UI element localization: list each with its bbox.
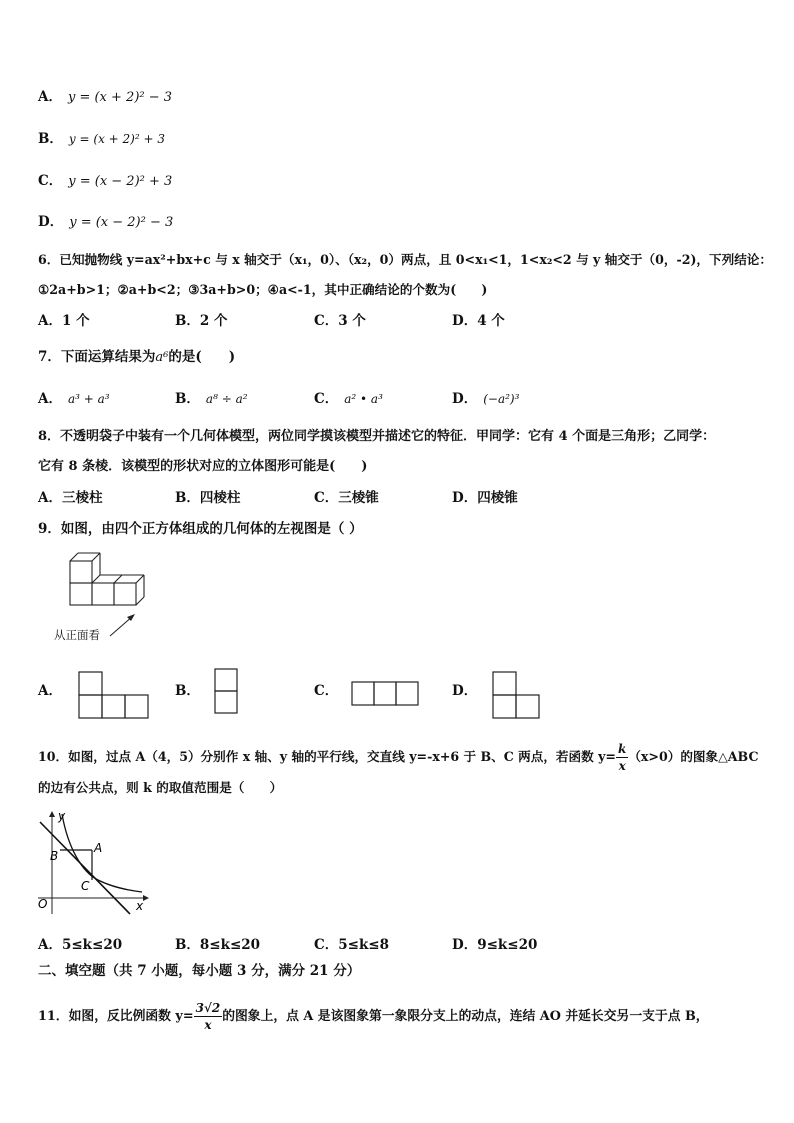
q9-option-a-label: A．: [38, 683, 62, 699]
q9-option-d-figure: [492, 671, 544, 721]
q10-stem-line1: 10．如图，过点 A（4，5）分别作 x 轴、y 轴的平行线，交直线 y=-x+6 于 B、C 两点，若函数 y= $\frac{k}{x}$ （x>0）的图象△ABC: [38, 742, 759, 773]
q8-option-c: C．三棱锥: [314, 490, 379, 506]
q7-option-c: C． a² • a³: [314, 391, 383, 407]
q6-option-d: D．4 个: [452, 313, 505, 329]
origin-label: O: [38, 897, 48, 911]
q10-option-d: D．9≤k≤20: [452, 937, 538, 953]
q10-option-b: B．8≤k≤20: [175, 937, 261, 953]
q8-option-b: B．四棱柱: [175, 490, 241, 506]
q6-stem-line1: 6．已知抛物线 y=ax²+bx+c 与 x 轴交于（x₁，0）、（x₂，0）两点，且 0<x₁<1，1<x₂<2 与 y 轴交于（0，-2)，下列结论：: [38, 252, 772, 267]
q8-option-d: D．四棱锥: [452, 490, 518, 506]
q9-option-b-label: B．: [175, 683, 200, 699]
q8-option-a: A．三棱柱: [38, 490, 103, 506]
q8-stem-line1: 8．不透明袋子中装有一个几何体模型，两位同学摸该模型并描述它的特征．甲同学：它有 4 个面是三角形；乙同学：: [38, 429, 716, 444]
q5-option-a: A． y = (x + 2)² − 3: [38, 89, 173, 105]
q10-stem-line2: 的边有公共点，则 k 的取值范围是（ ）: [38, 780, 283, 795]
q9-option-b-figure: [213, 667, 241, 717]
q10-fraction: $\frac{k}{x}$: [617, 742, 627, 773]
q5-option-b: B． y = (x + 2)² + 3: [38, 131, 165, 147]
q9-view-caption: 从正面看: [54, 628, 100, 642]
q10-graph: [34, 808, 154, 918]
q6-option-c: C．3 个: [314, 313, 366, 329]
q5-option-d: D． y = (x − 2)² − 3: [38, 214, 174, 230]
q9-option-d-label: D．: [452, 683, 478, 699]
q6-option-b: B．2 个: [175, 313, 228, 329]
q7-stem: 7．下面运算结果为a⁶的是( ): [38, 349, 236, 365]
q10-option-c: C．5≤k≤8: [314, 937, 390, 953]
q7-option-a: A． a³ + a³: [38, 391, 110, 407]
q8-stem-line2: 它有 8 条棱．该模型的形状对应的立体图形可能是( ): [38, 459, 368, 474]
q9-stem: 9．如图，由四个正方体组成的几何体的左视图是（ ）: [38, 521, 363, 537]
q6-stem-line2: ①2a+b>1；②a+b<2；③3a+b>0；④a<-1，其中正确结论的个数为( ): [38, 282, 488, 297]
q7-option-b: B． a⁸ ÷ a²: [175, 391, 248, 407]
q6-option-a: A．1 个: [38, 313, 90, 329]
point-b-label: B: [50, 849, 59, 863]
y-axis-label: y: [58, 809, 66, 823]
q9-option-a-figure: [78, 671, 150, 721]
q11-fraction: $\frac{3√2}{x}$: [195, 1001, 221, 1032]
q10-option-a: A．5≤k≤20: [38, 937, 123, 953]
q9-option-c-figure: [351, 680, 423, 708]
line-y-neg-x-plus-6: [40, 822, 130, 914]
q11-stem: 11．如图，反比例函数 y= $\frac{3√2}{x}$ 的图象上，点 A 是该图象第一象限分支上的动点，连结 AO 并延长交另一支于点 B，: [38, 1001, 709, 1032]
section-fill-in-title: 二、填空题（共 7 小题，每小题 3 分，满分 21 分）: [38, 963, 361, 979]
q7-option-d: D． (−a²)³: [452, 391, 520, 407]
x-axis-label: x: [136, 899, 144, 913]
q5-option-c: C． y = (x − 2)² + 3: [38, 173, 173, 189]
q9-option-c-label: C．: [314, 683, 339, 699]
point-c-label: C: [81, 879, 90, 893]
point-a-label: A: [94, 841, 103, 855]
